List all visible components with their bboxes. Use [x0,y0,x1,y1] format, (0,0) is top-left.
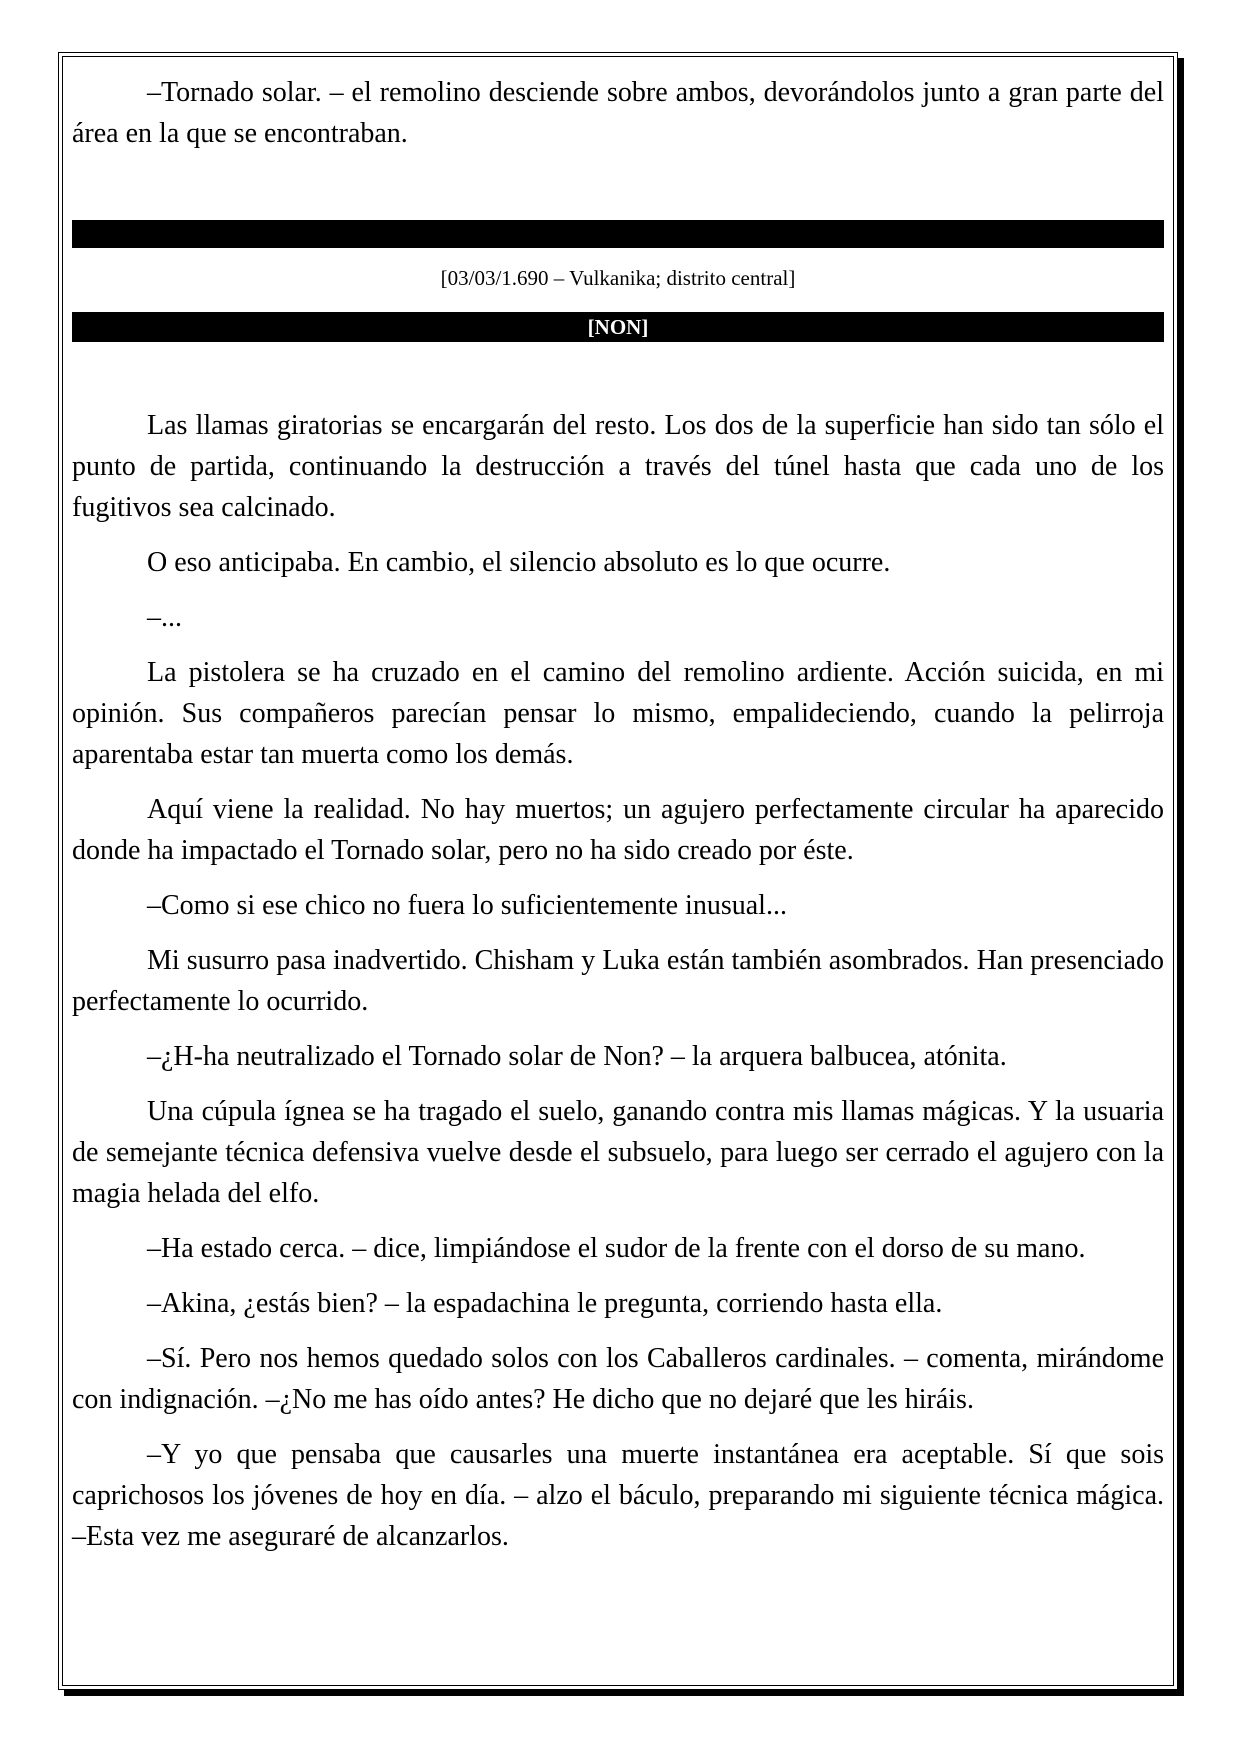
opening-paragraph: –Tornado solar. – el remolino desciende sobre ambos, devorándolos junto a gran parte del área en la que se encontraban. [72,77,1164,149]
paragraph: –Akina, ¿estás bien? – la espadachina le pregunta, corriendo hasta ella. [147,1288,943,1319]
paragraph: –Como si ese chico no fuera lo suficientemente inusual... [147,890,787,921]
paragraph: –¿H-ha neutralizado el Tornado solar de Non? – la arquera balbucea, atónita. [147,1041,1007,1072]
paragraph: –Sí. Pero nos hemos quedado solos con los Caballeros cardinales. – comenta, mirándome con indignación. –¿No me has oído antes? He dicho que no dejaré que les hiráis. [72,1343,1164,1415]
opening-section [72,72,1164,154]
paragraph: Las llamas giratorias se encargarán del resto. Los dos de la superficie han sido tan sólo el punto de partida, continuando la destrucción a través del túnel hasta que cada uno de los fugitivos sea calcinado. [72,410,1164,523]
paragraph: La pistolera se ha cruzado en el camino del remolino ardiente. Acción suicida, en mi opinión. Sus compañeros parecían pensar lo mismo, empalideciendo, cuando la pelirroja aparentaba estar tan muerta como los demás. [72,657,1164,770]
paragraph: –... [147,602,182,633]
paragraph: –Y yo que pensaba que causarles una muerte instantánea era aceptable. Sí que sois caprichosos los jóvenes de hoy en día. – alzo el báculo, preparando mi siguiente técnica mágica. –Esta vez me aseguraré de alcanzarlos. [72,1439,1164,1552]
scene-dateline: [03/03/1.690 – Vulkanika; distrito central] [440,266,796,290]
paragraph: O eso anticipaba. En cambio, el silencio absoluto es lo que ocurre. [147,547,891,578]
pov-character-banner: [NON] [72,312,1164,342]
paragraph: –Ha estado cerca. – dice, limpiándose el sudor de la frente con el dorso de su mano. [147,1233,1086,1264]
paragraph: Aquí viene la realidad. No hay muertos; un agujero perfectamente circular ha aparecido donde ha impactado el Tornado solar, pero no ha sido creado por éste. [72,794,1164,866]
paragraph: Mi susurro pasa inadvertido. Chisham y Luka están también asombrados. Han presenciado perfectamente lo ocurrido. [72,945,1164,1017]
scene-body [72,405,1164,1557]
section-divider-bar [72,220,1164,248]
paragraph: Una cúpula ígnea se ha tragado el suelo, ganando contra mis llamas mágicas. Y la usuaria de semejante técnica defensiva vuelve desde el subsuelo, para luego ser cerrado el agujero con la magia helada del elfo. [72,1096,1164,1209]
